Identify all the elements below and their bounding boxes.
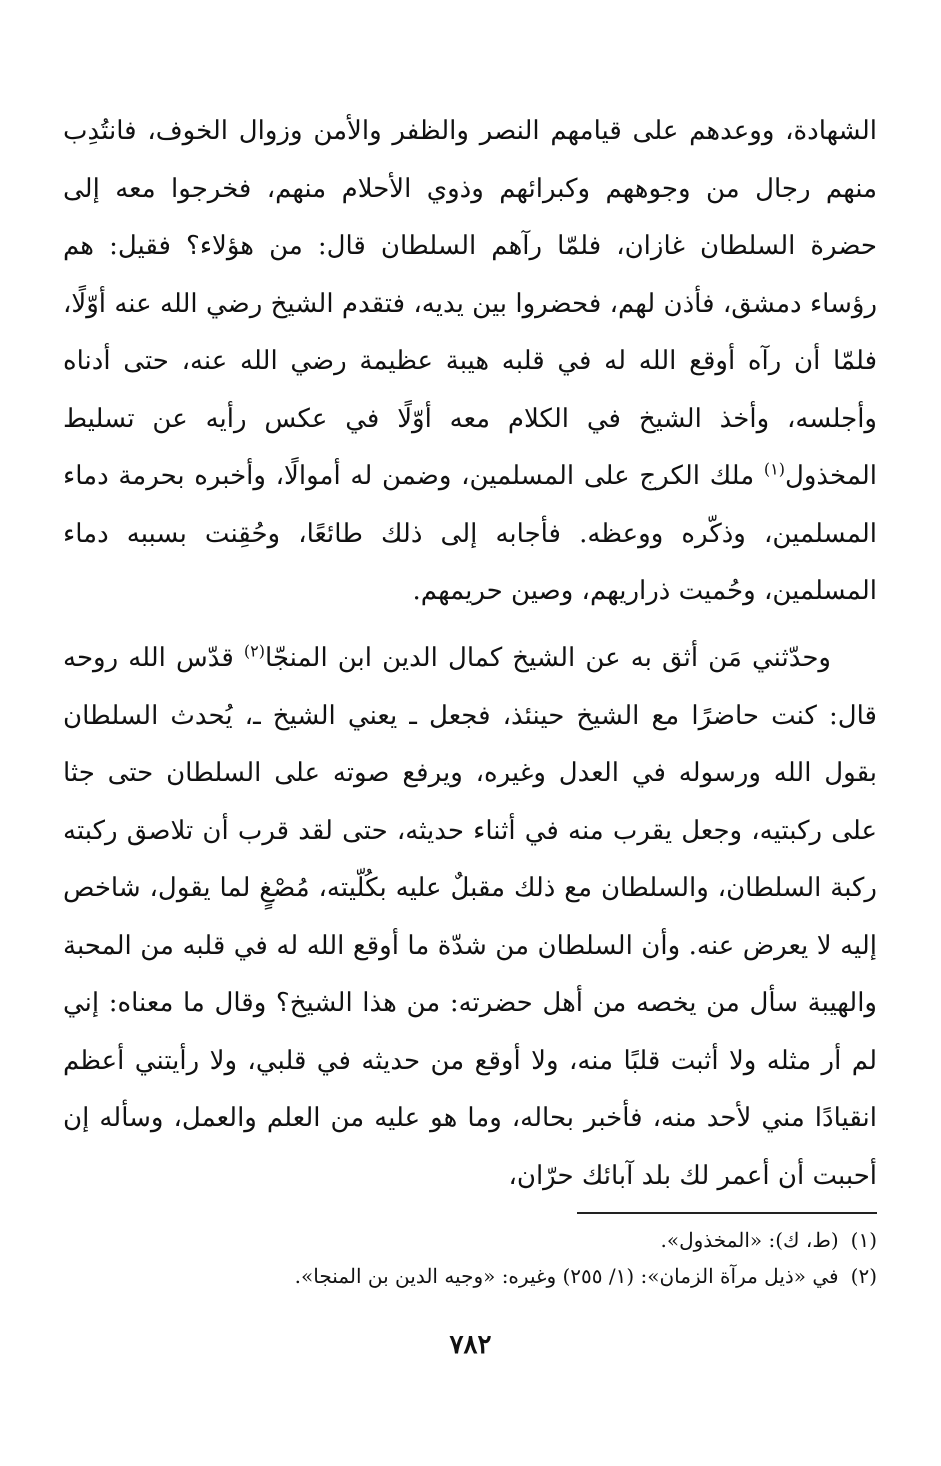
paragraph-1-after-ref: ملك الكرج على المسلمين، وضمن له أموالًا، وأخبره بحرمة دماء المسلمين، وذكّره ووعظه. فأجابه إلى ذلك طائعًا، وحُقِنت بسببه دماء المسلمين، وحُميت ذراريهم، وصين حريمهم. (63, 461, 877, 606)
footnote-1-number: (١) (850, 1228, 877, 1252)
paragraph-1-before-ref: الشهادة، ووعدهم على قيامهم النصر والظفر والأمن وزوال الخوف، فانتُدِب منهم رجال من وجوههم وكبرائهم وذوي الأحلام منهم، فخرجوا معه إلى حضرة السلطان غازان، فلمّا رآهم السلطان قال: من هؤلاء؟ فقيل: هم رؤساء دمشق، فأذن لهم، فحضروا بين يديه، فتقدم الشيخ رضي الله عنه أوّلًا، فلمّا أن رآه أوقع الله له في قلبه هيبة عظيمة رضي الله عنه، حتى أدناه وأجلسه، وأخذ الشيخ في الكلام معه أوّلًا في عكس رأيه عن تسليط المخذول (63, 116, 877, 491)
footnote-ref-1[interactable]: (١) (763, 459, 785, 479)
footnote-2 (63, 1258, 877, 1294)
paragraph-2-after-ref: قدّس الله روحه قال: كنت حاضرًا مع الشيخ حينئذ، فجعل ـ يعني الشيخ ـ، يُحدث السلطان بقول الله ورسوله في العدل وغيره، ويرفع صوته على السلطان حتى جثا على ركبتيه، وجعل يقرب منه في أثناء حديثه، حتى لقد قرب أن تلاصق ركبته ركبة السلطان، والسلطان مع ذلك مقبلٌ عليه بكُلّيته، مُصْغٍ لما يقول، شاخص إليه لا يعرض عنه. وأن السلطان من شدّة ما أوقع الله له في قلبه من المحبة والهيبة سأل من يخصه من أهل حضرته: من هذا الشيخ؟ وقال ما معناه: إني لم أر مثله ولا أثبت قلبًا منه، ولا أوقع من حديثه في قلبي، ولا رأيتني أعظم انقيادًا مني لأحد منه، فأخبر بحاله، وما هو عليه من العلم والعمل، وسأله إن أحببت أن أعمر لك بلد آبائك حرّان، (63, 643, 877, 1191)
footnote-ref-2[interactable]: (٢) (243, 641, 265, 661)
paragraph-2-before-ref: وحدّثني مَن أثق به عن الشيخ كمال الدين ابن المنجّا (264, 643, 831, 673)
footnote-1 (63, 1222, 877, 1258)
footnote-2-text: في «ذيل مرآة الزمان»: (١/ ٢٥٥) وغيره: «وجيه الدين بن المنجا». (294, 1264, 839, 1288)
footnote-separator (577, 1212, 877, 1214)
paragraph-1 (63, 103, 877, 621)
footnote-1-text: (ط، ك): «المخذول». (660, 1228, 839, 1252)
paragraph-1-text (63, 103, 877, 621)
paragraph-2-text (63, 630, 877, 1205)
page-number: ٧٨٢ (449, 1330, 492, 1360)
paragraph-2 (63, 630, 877, 1205)
footnote-2-number: (٢) (850, 1264, 877, 1288)
footnotes (63, 1222, 877, 1294)
